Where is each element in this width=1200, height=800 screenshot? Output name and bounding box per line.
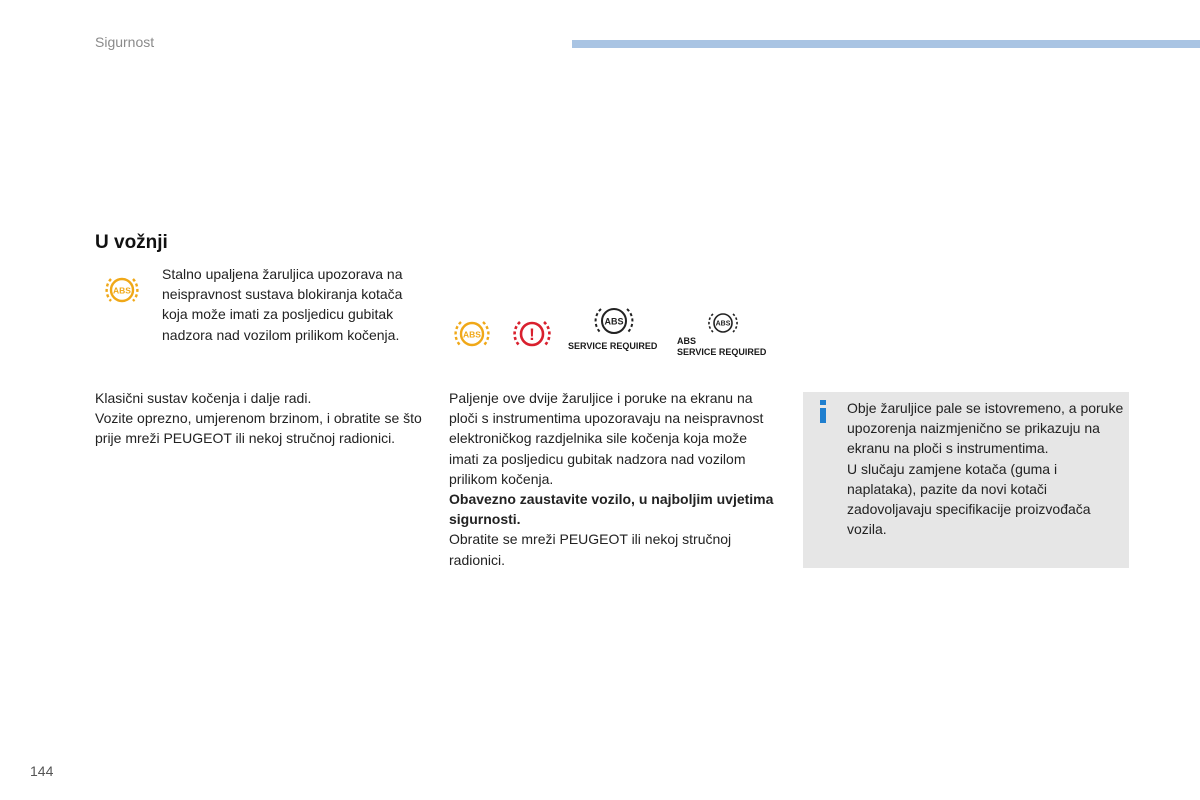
abs-icon-label: ABS — [113, 285, 131, 296]
abs-service-icon — [593, 304, 635, 338]
info-box — [803, 392, 1129, 568]
section-title: Sigurnost — [95, 34, 155, 50]
page-heading: U vožnji — [95, 232, 168, 253]
info-icon — [817, 398, 831, 424]
left-line-1: Klasični sustav kočenja i dalje radi. — [95, 390, 312, 406]
middle-after-text: Obratite se mreži PEUGEOT ili nekoj stručnoj radionici. — [449, 531, 732, 568]
middle-bold-warning: Obavezno zaustavite vozilo, u najboljim uvjetima sigurnosti. — [449, 491, 774, 528]
info-line-1: Obje žaruljice pale se istovremeno, a poruke upozorenja naizmjenično se prikazuju na ekranu na ploči s instrumentima. — [847, 400, 1124, 457]
middle-column-text — [449, 388, 779, 570]
page-number: 144 — [30, 763, 54, 779]
left-line-2: Vozite oprezno, umjerenom brzinom, i obratite se što prije mreži PEUGEOT ili nekoj stručnoj radionici. — [95, 410, 422, 447]
abs-service-icon-small — [707, 310, 739, 336]
abs-service-label-line2: SERVICE REQUIRED — [677, 347, 767, 357]
middle-text: Paljenje ove dvije žaruljice i poruke na ekranu na ploči s instrumentima upozoravaju na neispravnost elektroničkog razdjelnika sile kočenja koja može imati za posljedicu gubitak nadzora nad vozilom prilikom kočenja. — [449, 390, 764, 487]
abs-warning-icon — [103, 272, 141, 308]
abs-lamp-description: Stalno upaljena žaruljica upozorava na neispravnost sustava blokiranja kotača koja može imati za posljedicu gubitak nadzora nad vozilom prilikom kočenja. — [162, 266, 403, 343]
abs-icon-label-amber: ABS — [463, 329, 481, 340]
abs-warning-icon-amber — [452, 316, 492, 352]
left-column-text — [95, 388, 425, 449]
info-box-text — [847, 398, 1127, 539]
brake-icon-mark: ! — [529, 325, 535, 344]
header-bar — [572, 40, 1200, 48]
info-line-2: U slučaju zamjene kotača (guma i naplataka), pazite da novi kotači zadovoljavaju specifikacije proizvođača vozila. — [847, 460, 1091, 538]
brake-warning-icon — [511, 316, 553, 352]
abs-service-required-label — [677, 336, 766, 358]
abs-service-label-line1: ABS — [677, 336, 697, 346]
abs-service-icon-label: ABS — [604, 316, 624, 327]
service-required-label: SERVICE REQUIRED — [568, 341, 658, 351]
abs-service-icon-small-label: ABS — [715, 320, 731, 328]
